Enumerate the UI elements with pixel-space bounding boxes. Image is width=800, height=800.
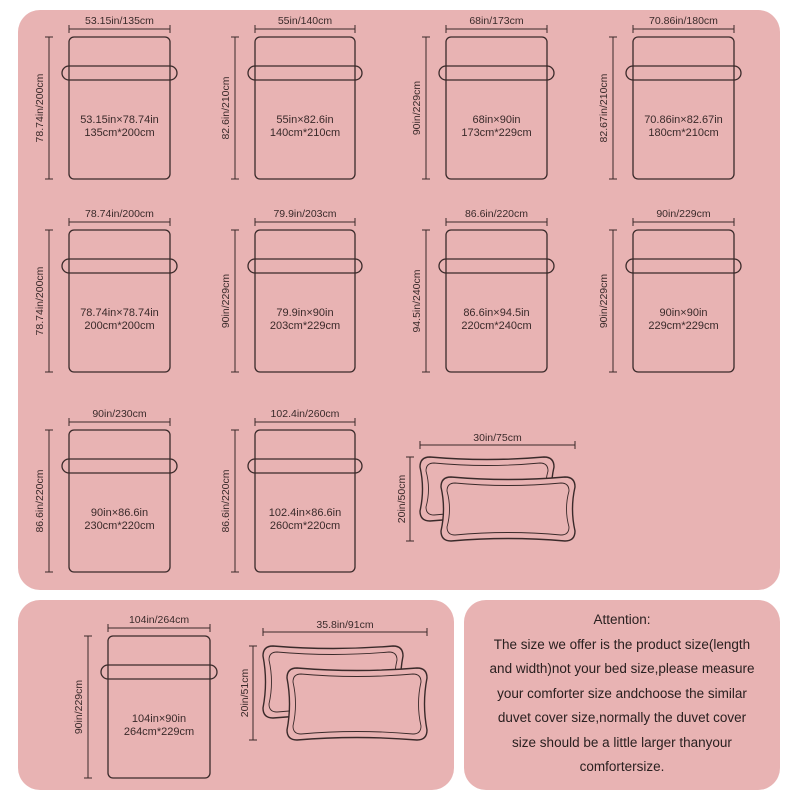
pillow-front — [441, 477, 575, 541]
duvet-outline — [633, 230, 734, 372]
duvet-band — [439, 66, 554, 80]
size-inches-label: 68in×90in — [472, 114, 521, 126]
duvet-band — [248, 259, 362, 273]
size-cm-label: 230cm*220cm — [84, 520, 155, 532]
height-label: 86.6in/220cm — [34, 469, 46, 533]
size-inches-label: 102.4in×86.6in — [268, 507, 342, 519]
duvet-size-11 — [84, 624, 217, 778]
pillow-height-label: 20in/50cm — [396, 474, 408, 524]
attention-line: your comforter size andchoose the similar — [497, 685, 747, 701]
pillow-front — [287, 668, 427, 740]
duvet-outline — [69, 37, 170, 179]
duvet-outline — [446, 230, 547, 372]
width-label: 53.15in/135cm — [85, 15, 154, 27]
size-cm-label: 264cm*229cm — [123, 726, 195, 738]
width-label: 90in/230cm — [92, 408, 147, 420]
width-label: 68in/173cm — [469, 15, 524, 27]
height-label: 78.74in/200cm — [34, 266, 46, 336]
height-label: 90in/229cm — [73, 679, 85, 735]
duvet-outline — [69, 430, 170, 572]
width-label: 90in/229cm — [656, 208, 711, 220]
duvet-outline — [255, 37, 355, 179]
duvet-size-3 — [422, 25, 554, 179]
height-label: 94.5in/240cm — [411, 269, 423, 333]
size-inches-label: 55in×82.6in — [276, 114, 334, 126]
duvet-size-8 — [609, 218, 741, 372]
attention-line: The size we offer is the product size(length — [493, 636, 751, 652]
height-label: 90in/229cm — [220, 273, 232, 329]
duvet-size-2 — [231, 25, 362, 179]
duvet-outline — [255, 430, 355, 572]
height-label: 86.6in/220cm — [220, 469, 232, 533]
size-inches-label: 90in×86.6in — [90, 507, 149, 519]
size-inches-label: 70.86in×82.67in — [644, 114, 723, 126]
duvet-band — [626, 259, 741, 273]
pillow-set-1 — [406, 441, 575, 541]
size-cm-label: 220cm*240cm — [461, 320, 532, 332]
width-label: 78.74in/200cm — [85, 208, 154, 220]
duvet-band — [626, 66, 741, 80]
size-cm-label: 140cm*210cm — [269, 127, 341, 139]
size-cm-label: 260cm*220cm — [269, 520, 341, 532]
width-label: 79.9in/203cm — [273, 208, 337, 220]
duvet-band — [62, 259, 177, 273]
pillow-height-label: 20in/51cm — [239, 668, 251, 718]
duvet-band — [439, 259, 554, 273]
duvet-outline — [446, 37, 547, 179]
duvet-size-1 — [45, 25, 177, 179]
size-cm-label: 229cm*229cm — [648, 320, 719, 332]
attention-line: and width)not your bed size,please measure — [489, 661, 755, 676]
duvet-band — [248, 66, 362, 80]
pillow-width-label: 30in/75cm — [473, 432, 522, 444]
height-label: 82.67in/210cm — [598, 73, 610, 143]
size-cm-label: 200cm*200cm — [84, 320, 155, 332]
height-label: 90in/229cm — [598, 273, 610, 329]
size-inches-label: 78.74in×78.74in — [80, 307, 159, 319]
size-inches-label: 104in×90in — [131, 713, 187, 725]
attention-line: comfortersize. — [579, 759, 665, 774]
duvet-band — [248, 459, 362, 473]
size-inches-label: 90in×90in — [659, 307, 708, 319]
duvet-outline — [69, 230, 170, 372]
height-label: 90in/229cm — [411, 80, 423, 136]
attention-line: size should be a little larger thanyour — [512, 734, 732, 750]
duvet-outline — [633, 37, 734, 179]
size-cm-label: 180cm*210cm — [648, 127, 719, 139]
width-label: 55in/140cm — [277, 15, 333, 27]
pillow-set-2 — [249, 628, 427, 740]
duvet-size-10 — [231, 418, 362, 572]
height-label: 78.74in/200cm — [34, 73, 46, 143]
size-cm-label: 173cm*229cm — [461, 127, 532, 139]
size-cm-label: 135cm*200cm — [84, 127, 155, 139]
size-inches-label: 86.6in×94.5in — [463, 307, 530, 319]
width-label: 70.86in/180cm — [649, 15, 718, 27]
attention-title: Attention: — [593, 612, 651, 627]
duvet-outline — [255, 230, 355, 372]
width-label: 102.4in/260cm — [270, 408, 340, 420]
pillow-width-label: 35.8in/91cm — [316, 619, 374, 631]
attention-line: duvet cover size,normally the duvet cover — [497, 710, 747, 725]
duvet-band — [62, 66, 177, 80]
duvet-size-7 — [422, 218, 554, 372]
size-inches-label: 53.15in×78.74in — [80, 114, 159, 126]
duvet-band — [101, 665, 217, 679]
width-label: 86.6in/220cm — [464, 208, 529, 220]
duvet-size-6 — [231, 218, 362, 372]
attention-note — [464, 606, 780, 780]
height-label: 82.6in/210cm — [220, 76, 232, 140]
size-inches-label: 79.9in×90in — [276, 307, 334, 319]
size-cm-label: 203cm*229cm — [269, 320, 341, 332]
width-label: 104in/264cm — [128, 614, 190, 626]
duvet-band — [62, 459, 177, 473]
duvet-outline — [108, 636, 210, 778]
duvet-size-4 — [609, 25, 741, 179]
duvet-size-5 — [45, 218, 177, 372]
duvet-size-9 — [45, 418, 177, 572]
